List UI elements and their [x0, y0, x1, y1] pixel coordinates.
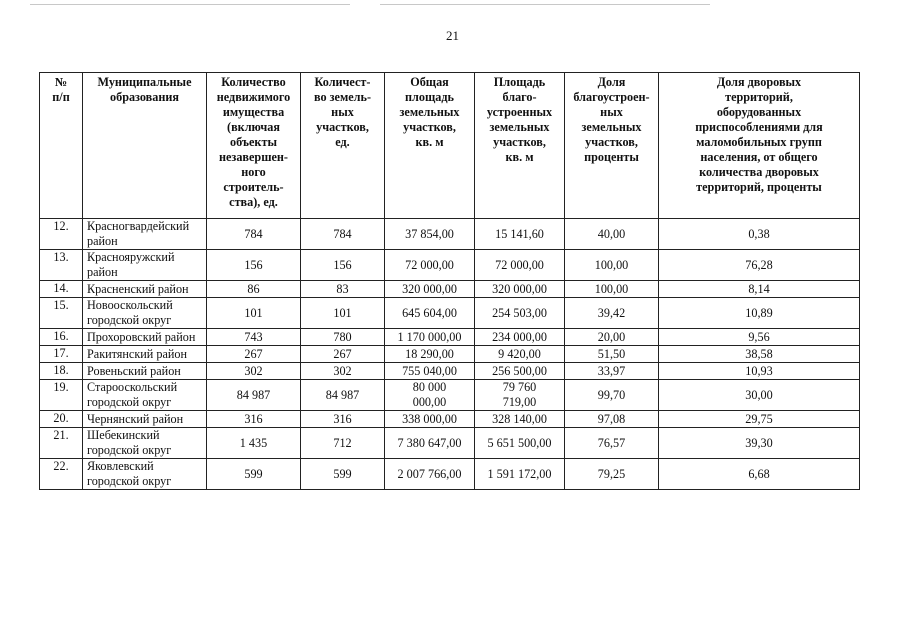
cell-yard-share: 6,68 [659, 459, 860, 490]
cell-num: 16. [40, 329, 83, 346]
cell-improved-share: 100,00 [565, 281, 659, 298]
cell-yard-share: 0,38 [659, 219, 860, 250]
cell-municipality: Старооскольский городской округ [83, 380, 207, 411]
cell-realty-count: 84 987 [207, 380, 301, 411]
table-row [40, 428, 860, 459]
cell-plots-count: 712 [301, 428, 385, 459]
cell-plots-count: 156 [301, 250, 385, 281]
cell-yard-share: 10,89 [659, 298, 860, 329]
header-improved-area: Площадь благо- устроенных земельных участков, кв. м [475, 73, 565, 219]
cell-municipality: Прохоровский район [83, 329, 207, 346]
cell-improved-area: 79 760 719,00 [475, 380, 565, 411]
cell-municipality: Чернянский район [83, 411, 207, 428]
cell-improved-area: 328 140,00 [475, 411, 565, 428]
cell-realty-count: 599 [207, 459, 301, 490]
cell-num: 17. [40, 346, 83, 363]
cell-total-area: 18 290,00 [385, 346, 475, 363]
table-row [40, 459, 860, 490]
cell-realty-count: 267 [207, 346, 301, 363]
cell-num: 19. [40, 380, 83, 411]
cell-total-area: 338 000,00 [385, 411, 475, 428]
cell-yard-share: 38,58 [659, 346, 860, 363]
cell-plots-count: 316 [301, 411, 385, 428]
cell-total-area: 1 170 000,00 [385, 329, 475, 346]
cell-improved-share: 51,50 [565, 346, 659, 363]
cell-plots-count: 83 [301, 281, 385, 298]
cell-improved-share: 20,00 [565, 329, 659, 346]
header-improved-share: Доля благоустроен- ных земельных участков, проценты [565, 73, 659, 219]
cell-num: 14. [40, 281, 83, 298]
cell-realty-count: 316 [207, 411, 301, 428]
cell-num: 22. [40, 459, 83, 490]
cell-improved-area: 1 591 172,00 [475, 459, 565, 490]
table-row [40, 250, 860, 281]
cell-total-area: 37 854,00 [385, 219, 475, 250]
cell-realty-count: 784 [207, 219, 301, 250]
header-realty-count: Количество недвижимого имущества (включая объекты незавершен- ного строитель- ства), ед. [207, 73, 301, 219]
cell-num: 20. [40, 411, 83, 428]
cell-plots-count: 267 [301, 346, 385, 363]
cell-improved-area: 254 503,00 [475, 298, 565, 329]
header-num: № п/п [40, 73, 83, 219]
cell-municipality: Ракитянский район [83, 346, 207, 363]
cell-improved-area: 320 000,00 [475, 281, 565, 298]
page-number: 21 [446, 28, 459, 43]
cell-yard-share: 8,14 [659, 281, 860, 298]
cell-municipality: Шебекинский городской округ [83, 428, 207, 459]
cell-realty-count: 101 [207, 298, 301, 329]
table-row [40, 380, 860, 411]
cell-realty-count: 86 [207, 281, 301, 298]
header-total-area: Общая площадь земельных участков, кв. м [385, 73, 475, 219]
cell-total-area: 7 380 647,00 [385, 428, 475, 459]
cell-plots-count: 302 [301, 363, 385, 380]
table-row [40, 298, 860, 329]
cell-total-area: 72 000,00 [385, 250, 475, 281]
cell-improved-area: 234 000,00 [475, 329, 565, 346]
cell-realty-count: 156 [207, 250, 301, 281]
cell-total-area: 2 007 766,00 [385, 459, 475, 490]
cell-municipality: Красногвардейский район [83, 219, 207, 250]
cell-yard-share: 29,75 [659, 411, 860, 428]
header-yard-share: Доля дворовых территорий, оборудованных приспособлениями для маломобильных групп населения, от общего количества дворовых территорий, проценты [659, 73, 860, 219]
cell-num: 15. [40, 298, 83, 329]
table-row [40, 411, 860, 428]
cell-yard-share: 39,30 [659, 428, 860, 459]
cell-num: 21. [40, 428, 83, 459]
cell-municipality: Ровеньский район [83, 363, 207, 380]
cell-realty-count: 1 435 [207, 428, 301, 459]
cell-total-area: 80 000 000,00 [385, 380, 475, 411]
cell-municipality: Яковлевский городской округ [83, 459, 207, 490]
cell-realty-count: 743 [207, 329, 301, 346]
data-table [39, 72, 860, 490]
cell-yard-share: 10,93 [659, 363, 860, 380]
cell-municipality: Краснояружский район [83, 250, 207, 281]
cell-improved-share: 76,57 [565, 428, 659, 459]
cell-realty-count: 302 [207, 363, 301, 380]
cell-num: 18. [40, 363, 83, 380]
table-body [40, 219, 860, 490]
cell-improved-share: 99,70 [565, 380, 659, 411]
cell-municipality: Новооскольский городской округ [83, 298, 207, 329]
cell-improved-area: 15 141,60 [475, 219, 565, 250]
cell-improved-share: 40,00 [565, 219, 659, 250]
cell-total-area: 645 604,00 [385, 298, 475, 329]
cell-num: 12. [40, 219, 83, 250]
header-municipality: Муниципальные образования [83, 73, 207, 219]
cell-improved-share: 33,97 [565, 363, 659, 380]
cell-plots-count: 780 [301, 329, 385, 346]
cell-improved-share: 100,00 [565, 250, 659, 281]
cell-plots-count: 599 [301, 459, 385, 490]
cell-yard-share: 30,00 [659, 380, 860, 411]
cell-improved-area: 5 651 500,00 [475, 428, 565, 459]
table-row [40, 346, 860, 363]
cell-improved-area: 256 500,00 [475, 363, 565, 380]
top-rule-left [30, 4, 350, 5]
header-plots-count: Количест- во земель- ных участков, ед. [301, 73, 385, 219]
cell-num: 13. [40, 250, 83, 281]
cell-plots-count: 784 [301, 219, 385, 250]
cell-improved-area: 72 000,00 [475, 250, 565, 281]
cell-total-area: 320 000,00 [385, 281, 475, 298]
table-row [40, 281, 860, 298]
cell-improved-share: 97,08 [565, 411, 659, 428]
cell-improved-share: 39,42 [565, 298, 659, 329]
cell-municipality: Красненский район [83, 281, 207, 298]
cell-improved-share: 79,25 [565, 459, 659, 490]
cell-plots-count: 84 987 [301, 380, 385, 411]
cell-yard-share: 9,56 [659, 329, 860, 346]
cell-yard-share: 76,28 [659, 250, 860, 281]
table-row [40, 329, 860, 346]
cell-improved-area: 9 420,00 [475, 346, 565, 363]
table-header-row [40, 73, 860, 219]
top-rule-right [380, 4, 710, 5]
table-row [40, 363, 860, 380]
table-row [40, 219, 860, 250]
cell-total-area: 755 040,00 [385, 363, 475, 380]
cell-plots-count: 101 [301, 298, 385, 329]
